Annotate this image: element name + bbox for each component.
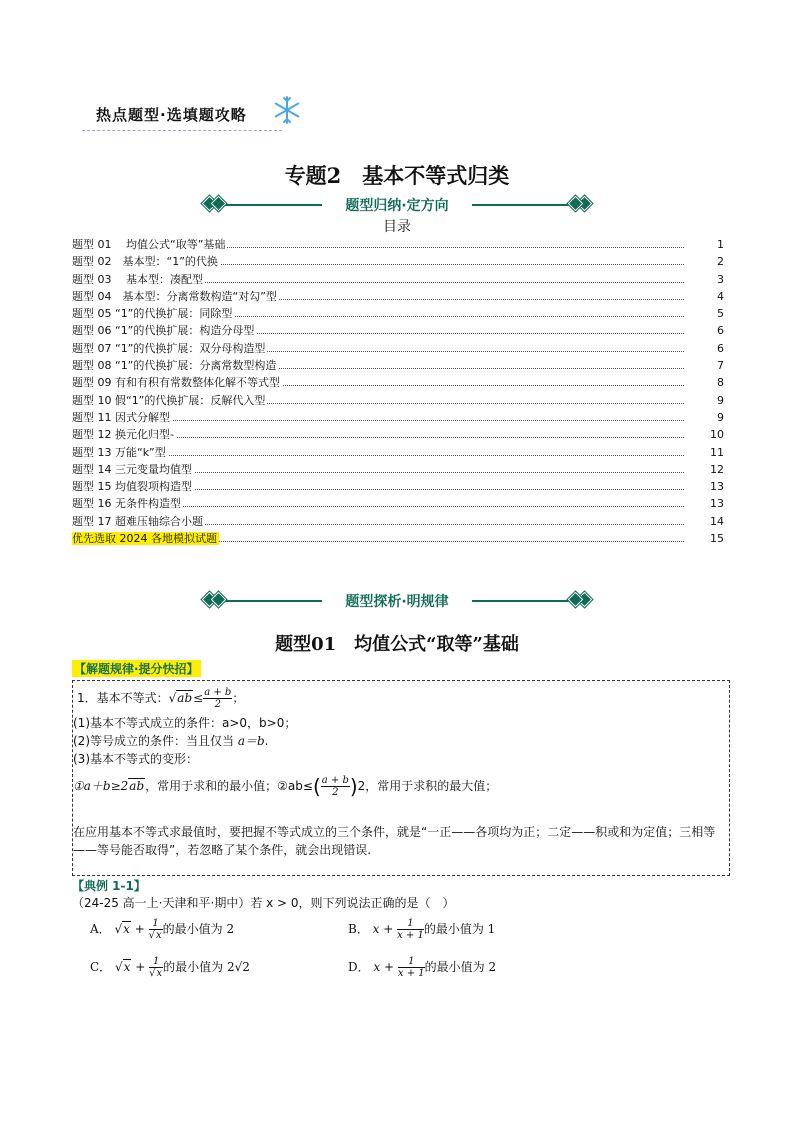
toc-row[interactable] (72, 495, 724, 512)
toc-label: 题型 05 “1”的代换扩展：同除型 (72, 307, 233, 321)
rule-line-1: 1．基本不等式：√ab≤ $\frac{a + b}{2}$ ； (77, 687, 245, 710)
toc-label: 题型 16 无条件构造型 (72, 497, 181, 511)
toc-label: 题型 14 三元变量均值型 (72, 462, 192, 476)
toc-page: 13 (710, 497, 724, 511)
toc-page: 10 (710, 428, 724, 442)
sqrt-x: x (123, 922, 130, 936)
denominator: x + 1 (397, 930, 424, 941)
section-divider-1 (200, 194, 594, 216)
toc-label: 题型 01 均值公式“取等”基础 (72, 238, 226, 251)
option-tail: 的最小值为 1 (423, 922, 496, 936)
rule-text: ，常用于求和的最小值；②ab≤ (145, 779, 313, 793)
toc-row[interactable] (72, 444, 724, 461)
option-a (90, 918, 234, 941)
toc-page: 9 (717, 393, 724, 407)
numerator: a + b (321, 775, 349, 786)
answer-options (90, 918, 590, 988)
toc-row[interactable] (72, 426, 724, 443)
toc-label: 题型 17 超难压轴综合小题 (72, 514, 203, 528)
toc-row[interactable] (72, 305, 724, 322)
toc-label: 题型 11 因式分解型 (72, 410, 170, 424)
rule-line-2: (1)基本不等式成立的条件：a>0，b>0； (73, 716, 297, 730)
section-title: 题型01 均值公式“取等”基础 (275, 634, 519, 655)
table-of-contents (72, 236, 724, 547)
denominator: √x (149, 968, 163, 979)
toc-page: 14 (710, 514, 724, 528)
rule-line-3 (73, 733, 269, 749)
sqrt-x: x (156, 968, 163, 979)
toc-row[interactable] (72, 409, 724, 426)
option-term: √x + (115, 960, 150, 974)
rule-paragraph: 在应用基本不等式求最值时，要把握不等式成立的三个条件，就是“一正——各项均为正；二定——积或和为定值；三相等——等号能否取得”，若忽略了某个条件，就会出现错误. (73, 825, 716, 857)
toc-page: 2 (717, 255, 724, 269)
section-divider-2 (200, 590, 594, 612)
toc-page: 15 (710, 532, 724, 546)
denominator: 2 (214, 699, 221, 710)
equality-condition: a＝b (237, 734, 265, 748)
numerator: a + b (204, 687, 232, 698)
rule-text: 2，常用于求积的最大值； (357, 779, 498, 793)
fraction (149, 956, 163, 979)
fraction (203, 687, 232, 710)
toc-row[interactable] (72, 236, 724, 253)
rule-text: ①a＋b≥2 (73, 779, 129, 793)
rule-text: 1．基本不等式： (77, 691, 169, 705)
toc-page: 13 (710, 480, 724, 494)
fraction (397, 918, 424, 941)
toc-label: 题型 02 基本型：“1”的代换 (72, 255, 218, 269)
toc-row[interactable] (72, 530, 724, 547)
option-letter: C． (90, 960, 115, 974)
toc-page: 6 (717, 324, 724, 338)
numerator: 1 (149, 956, 163, 968)
sqrt-ab: ab (177, 691, 193, 705)
denominator: √x (148, 930, 162, 941)
toc-page: 7 (717, 359, 724, 373)
toc-page: 1 (717, 238, 724, 251)
toc-row[interactable] (72, 461, 724, 478)
rule-line-5: ①a＋b≥2ab，常用于求和的最小值；②ab≤( $\frac{a + b}{2}$ )2，常用于求积的最大值； (73, 774, 498, 799)
le-sign: ≤ (193, 691, 204, 705)
option-term: x + (373, 960, 398, 974)
toc-label: 题型 04 基本型：分离常数构造“对勾”型 (72, 289, 277, 303)
numerator: 1 (149, 918, 163, 930)
toc-label: 题型 15 均值裂项构造型 (72, 480, 192, 494)
toc-page: 4 (717, 289, 724, 303)
option-c (90, 956, 250, 979)
option-b (348, 918, 495, 941)
denominator: 2 (332, 787, 339, 798)
fraction (321, 775, 350, 798)
sqrt-x: x (155, 930, 162, 941)
toc-row[interactable] (72, 322, 724, 339)
fraction (149, 918, 163, 941)
toc-row[interactable] (72, 288, 724, 305)
toc-page: 9 (717, 410, 724, 424)
toc-label: 题型 07 “1”的代换扩展：双分母构造型 (72, 341, 266, 355)
toc-page: 11 (710, 445, 724, 459)
toc-label: 优先选取 2024 各地模拟试题 (72, 532, 217, 546)
toc-page: 5 (717, 307, 724, 321)
toc-page: 8 (717, 376, 724, 390)
option-term: x + (372, 922, 398, 936)
numerator: 1 (397, 918, 424, 930)
toc-row[interactable] (72, 374, 724, 391)
toc-row[interactable] (72, 478, 724, 495)
toc-label: 题型 08 “1”的代换扩展：分离常数型构造 (72, 359, 277, 373)
option-letter: A． (90, 922, 115, 936)
toc-label: 题型 06 “1”的代换扩展：构造分母型 (72, 324, 255, 338)
option-tail: 的最小值为 2 (424, 960, 497, 974)
toc-row[interactable] (72, 253, 724, 270)
option-tail: 的最小值为 2 (162, 922, 235, 936)
doc-title: 专题2 基本不等式归类 (284, 163, 510, 188)
toc-row[interactable] (72, 392, 724, 409)
toc-label: 题型 10 假“1”的代换扩展：反解代入型 (72, 393, 266, 407)
toc-row[interactable] (72, 357, 724, 374)
toc-label: 题型 12 换元化归型- (72, 428, 174, 442)
toc-row[interactable] (72, 513, 724, 530)
rule-text: ； (232, 691, 245, 705)
option-letter: B． (348, 922, 373, 936)
example-tag: 【典例 1-1】 (72, 879, 146, 893)
sqrt-x: x (123, 960, 131, 974)
denominator: x + 1 (397, 968, 425, 979)
toc-row[interactable] (72, 340, 724, 357)
toc-page: 6 (717, 341, 724, 355)
option-tail: 的最小值为 2√2 (163, 960, 250, 974)
divider-label: 题型探析·明规律 (345, 594, 449, 610)
divider-label: 题型归纳·定方向 (345, 198, 449, 214)
toc-label: 题型 03 基本型：凑配型 (72, 272, 203, 286)
fraction (398, 956, 425, 979)
rules-box (72, 680, 730, 876)
option-d (348, 956, 496, 979)
rule-tag: 【解题规律·提分快招】 (74, 662, 199, 676)
example-question: （24-25 高一上·天津和平·期中）若 x > 0，则下列说法正确的是（ ） (72, 896, 455, 910)
toc-page: 12 (710, 462, 724, 476)
banner-underline (82, 130, 282, 131)
rule-text: . (264, 734, 269, 748)
toc-label: 题型 13 万能“k”型 (72, 445, 166, 459)
snowflake-icon (272, 95, 302, 125)
toc-heading: 目录 (383, 219, 411, 235)
sqrt-ab: ab (129, 779, 145, 793)
option-term: √x + (114, 922, 149, 936)
numerator: 1 (398, 956, 425, 968)
toc-page: 3 (717, 272, 724, 286)
header-banner: 热点题型·选填题攻略 (96, 106, 247, 124)
toc-row[interactable] (72, 271, 724, 288)
toc-label: 题型 09 有和有积有常数整体化解不等式型 (72, 376, 280, 390)
rule-line-4: (3)基本不等式的变形： (73, 752, 198, 766)
option-letter: D． (348, 960, 374, 974)
rule-text: (2)等号成立的条件：当且仅当 (73, 734, 238, 748)
